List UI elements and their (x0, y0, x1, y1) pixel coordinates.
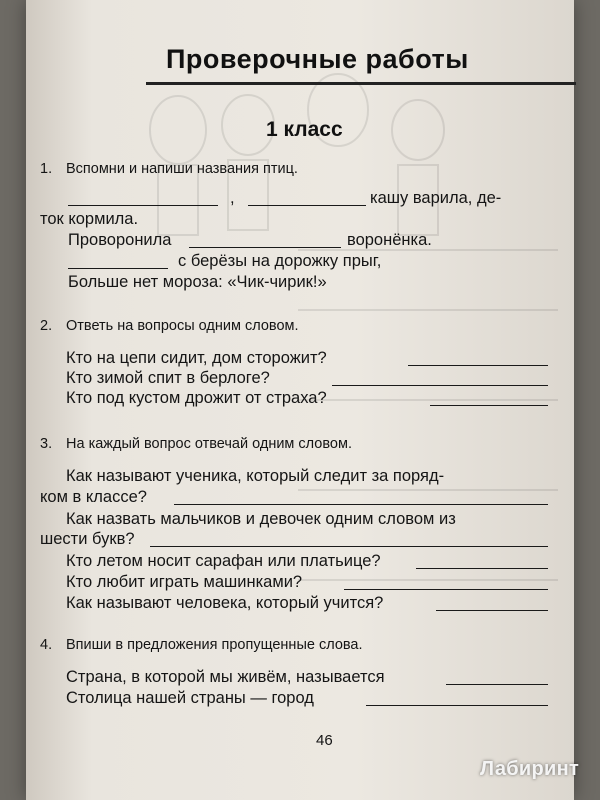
task1-line3-end: воронёнка. (347, 231, 432, 249)
task1-blank-2[interactable] (248, 205, 366, 206)
task2-question-3: Кто под кустом дрожит от страха? (66, 389, 327, 407)
task1-line3-text: Проворонила (68, 231, 172, 249)
task2-prompt: Ответь на вопросы одним словом. (66, 318, 299, 334)
task2-answer-3[interactable] (430, 405, 548, 406)
task3-number: 3. (40, 436, 53, 452)
task2-question-2: Кто зимой спит в берлоге? (66, 369, 270, 387)
task3-question-3: Кто летом носит сарафан или платьице? (66, 552, 381, 570)
task1-blank-3[interactable] (189, 247, 341, 248)
section-header (146, 44, 576, 84)
task4-prompt: Впиши в предложения пропущенные слова. (66, 637, 363, 653)
grade-heading: 1 класс (266, 118, 343, 141)
task1-line4-text: с берёзы на дорожку прыг, (178, 252, 382, 270)
task3-answer-3[interactable] (416, 568, 548, 569)
watermark-logo (480, 758, 579, 781)
task1-prompt: Вспомни и напиши названия птиц. (66, 161, 298, 177)
task2-answer-2[interactable] (332, 385, 548, 386)
task2-answer-1[interactable] (408, 365, 548, 366)
task1-line1-text: кашу варила, де- (370, 189, 502, 207)
task3-question-2b: шести букв? (40, 530, 135, 548)
task2-question-1: Кто на цепи сидит, дом сторожит? (66, 349, 327, 367)
task1-comma: , (230, 189, 235, 207)
header-rule (146, 82, 576, 85)
task3-question-2a: Как назвать мальчиков и девочек одним словом из (66, 510, 456, 528)
task2-number: 2. (40, 318, 53, 334)
task1-blank-4[interactable] (68, 268, 168, 269)
task3-prompt: На каждый вопрос отвечай одним словом. (66, 436, 352, 452)
task3-question-4: Кто любит играть машинками? (66, 573, 303, 591)
watermark-text: Лабиринт (480, 758, 580, 780)
section-title: Проверочные работы (166, 44, 469, 74)
task1-line2-text: ток кормила. (40, 210, 139, 228)
task3-answer-1[interactable] (174, 504, 548, 505)
task3-question-1b: ком в классе? (40, 488, 147, 506)
task3-answer-2[interactable] (150, 546, 548, 547)
task1-number: 1. (40, 161, 53, 177)
task4-sentence-2: Столица нашей страны — город (66, 689, 314, 707)
task3-question-5: Как называют человека, который учится? (66, 594, 384, 612)
page-number: 46 (316, 732, 333, 749)
task4-sentence-1: Страна, в которой мы живём, называется (66, 668, 385, 686)
task4-answer-1[interactable] (446, 684, 548, 685)
task1-line5-text: Больше нет мороза: «Чик-чирик!» (68, 273, 327, 291)
task3-answer-4[interactable] (344, 589, 548, 590)
task4-answer-2[interactable] (366, 705, 548, 706)
task3-answer-5[interactable] (436, 610, 548, 611)
task4-number: 4. (40, 637, 53, 653)
task3-question-1a: Как называют ученика, который следит за поряд- (66, 467, 445, 485)
book-page (26, 0, 574, 800)
task1-blank-1[interactable] (68, 205, 218, 206)
